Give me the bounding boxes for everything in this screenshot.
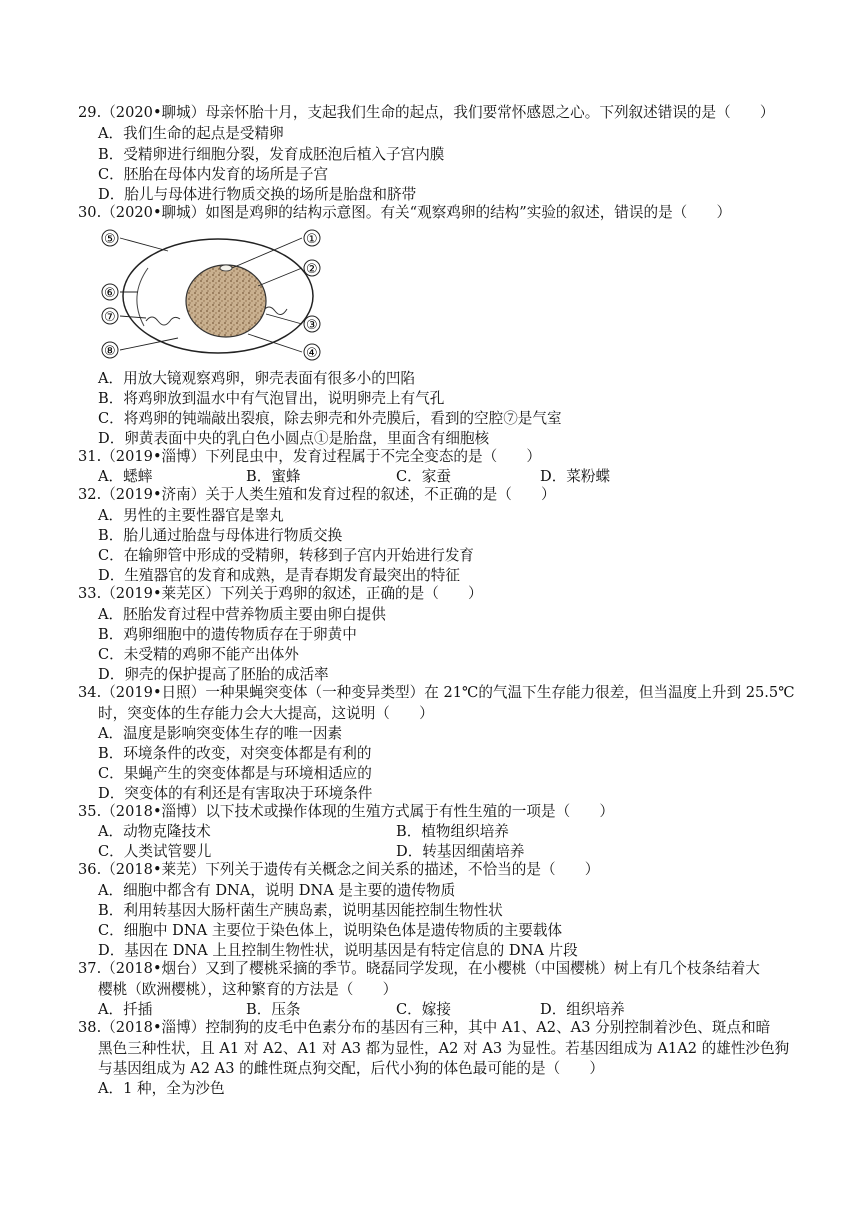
question-30-stem: 30.（2020•聊城）如图是鸡卵的结构示意图。有关“观察鸡卵的结构”实验的叙述，错误的是（ ） — [78, 204, 732, 221]
svg-text:③: ③ — [306, 318, 318, 333]
question-36-option-a: A．细胞中都含有 DNA，说明 DNA 是主要的遗传物质 — [98, 882, 456, 899]
question-32-stem: 32.（2019•济南）关于人类生殖和发育过程的叙述，不正确的是（ ） — [78, 486, 556, 503]
svg-text:⑤: ⑤ — [104, 232, 116, 247]
question-36-option-c: C．细胞中 DNA 主要位于染色体上，说明染色体是遗传物质的主要载体 — [98, 922, 563, 939]
question-37-stem: 37.（2018•烟台）又到了樱桃采摘的季节。晓磊同学发现，在小樱桃（中国樱桃）树上有几个枝条结着大 — [78, 960, 760, 977]
question-34-option-a: A．温度是影响突变体生存的唯一因素 — [98, 725, 343, 742]
label-2 — [304, 260, 320, 277]
question-38-option-a: A．1 种，全为沙色 — [98, 1080, 225, 1097]
question-38-stem: 38.（2018•淄博）控制狗的皮毛中色素分布的基因有三种，其中 A1、A2、A3 分别控制着沙色、斑点和暗 — [78, 1019, 771, 1036]
question-30-option-b: B．将鸡卵放到温水中有气泡冒出，说明卵壳上有气孔 — [98, 390, 445, 407]
svg-text:⑦: ⑦ — [104, 310, 116, 325]
question-31-stem: 31.（2019•淄博）下列昆虫中，发育过程属于不完全变态的是（ ） — [78, 448, 541, 465]
label-4 — [304, 344, 320, 361]
svg-text:⑧: ⑧ — [104, 344, 116, 359]
question-35-option-a: A．动物克隆技术 — [98, 823, 211, 840]
egg-yolk — [186, 265, 266, 337]
question-37-stem-continued: 樱桃（欧洲樱桃），这种繁育的方法是（ ） — [98, 981, 398, 998]
chalaza — [146, 317, 180, 325]
label-8 — [102, 342, 118, 359]
svg-text:①: ① — [306, 232, 318, 247]
question-29-stem: 29.（2020•聊城）母亲怀胎十月，支起我们生命的起点，我们要常怀感恩之心。下列叙述错误的是（ ） — [78, 104, 775, 121]
question-31-option-c: C．家蚕 — [396, 468, 451, 485]
question-33-option-b: B．鸡卵细胞中的遗传物质存在于卵黄中 — [98, 626, 357, 643]
question-32-option-a: A．男性的主要性器官是睾丸 — [98, 507, 284, 524]
question-38-stem-continued-2: 与基因组成为 A2 A3 的雌性斑点狗交配，后代小狗的体色最可能的是（ ） — [98, 1060, 604, 1077]
question-29-option-a: A．我们生命的起点是受精卵 — [98, 125, 284, 142]
question-37-option-c: C．嫁接 — [396, 1001, 451, 1018]
question-36-option-d: D．基因在 DNA 上且控制生物性状，说明基因是有特定信息的 DNA 片段 — [98, 942, 578, 959]
question-33-stem: 33.（2019•莱芜区）下列关于鸡卵的叙述，正确的是（ ） — [78, 585, 483, 602]
question-34-option-b: B．环境条件的改变，对突变体都是有利的 — [98, 745, 372, 762]
question-37-option-d: D．组织培养 — [540, 1001, 625, 1018]
question-35-option-c: C．人类试管婴儿 — [98, 843, 212, 860]
label-1 — [304, 230, 320, 247]
label-3 — [304, 316, 320, 333]
question-33-option-a: A．胚胎发育过程中营养物质主要由卵白提供 — [98, 606, 386, 623]
question-37-option-b: B．压条 — [246, 1001, 301, 1018]
label-7 — [102, 308, 118, 325]
germinal-disc — [220, 265, 232, 271]
question-32-option-c: C．在输卵管中形成的受精卵，转移到子宫内开始进行发育 — [98, 547, 475, 564]
question-35-option-d: D．转基因细菌培养 — [396, 843, 525, 860]
question-32-option-b: B．胎儿通过胎盘与母体进行物质交换 — [98, 527, 343, 544]
question-34-stem-continued: 时，突变体的生存能力会大大提高，这说明（ ） — [98, 705, 434, 722]
question-35-option-b: B．植物组织培养 — [396, 823, 509, 840]
question-30-option-a: A．用放大镜观察鸡卵，卵壳表面有很多小的凹陷 — [98, 370, 416, 387]
egg-structure-figure — [98, 226, 338, 366]
question-29-option-d: D．胎儿与母体进行物质交换的场所是胎盘和脐带 — [98, 186, 417, 203]
question-32-option-d: D．生殖器官的发育和成熟，是青春期发育最突出的特征 — [98, 567, 460, 584]
label-6 — [102, 284, 118, 301]
question-36-stem: 36.（2018•莱芜）下列关于遗传有关概念之间关系的描述，不恰当的是（ ） — [78, 861, 600, 878]
question-34-option-c: C．果蝇产生的突变体都是与环境相适应的 — [98, 765, 372, 782]
question-29-option-c: C．胚胎在母体内发育的场所是子宫 — [98, 166, 329, 183]
svg-text:④: ④ — [306, 346, 318, 361]
svg-text:②: ② — [306, 262, 318, 277]
question-31-option-d: D．菜粉蝶 — [540, 468, 611, 485]
question-34-stem: 34.（2019•日照）一种果蝇突变体（一种变异类型）在 21℃的气温下生存能力很差，但当温度上升到 25.5℃ — [78, 684, 795, 701]
question-31-option-b: B．蜜蜂 — [246, 468, 301, 485]
question-33-option-d: D．卵壳的保护提高了胚胎的成活率 — [98, 666, 329, 683]
svg-text:⑥: ⑥ — [104, 286, 116, 301]
question-30-option-c: C．将鸡卵的钝端敲出裂痕，除去卵壳和外壳膜后，看到的空腔⑦是气室 — [98, 410, 562, 427]
question-33-option-c: C．未受精的鸡卵不能产出体外 — [98, 646, 299, 663]
question-34-option-d: D．突变体的有利还是有害取决于环境条件 — [98, 785, 373, 802]
question-37-option-a: A．扦插 — [98, 1001, 153, 1018]
question-38-stem-continued-1: 黑色三种性状，且 A1 对 A2、A1 对 A3 都为显性，A2 对 A3 为显性。若基因组成为 A1A2 的雄性沙色狗 — [98, 1040, 790, 1057]
label-5 — [102, 230, 118, 247]
question-35-stem: 35.（2018•淄博）以下技术或操作体现的生殖方式属于有性生殖的一项是（ ） — [78, 803, 614, 820]
question-30-option-d: D．卵黄表面中央的乳白色小圆点①是胎盘，里面含有细胞核 — [98, 430, 490, 447]
question-29-option-b: B．受精卵进行细胞分裂，发育成胚泡后植入子宫内膜 — [98, 146, 445, 163]
question-36-option-b: B．利用转基因大肠杆菌生产胰岛素，说明基因能控制生物性状 — [98, 902, 503, 919]
question-31-option-a: A．蟋蟀 — [98, 468, 153, 485]
